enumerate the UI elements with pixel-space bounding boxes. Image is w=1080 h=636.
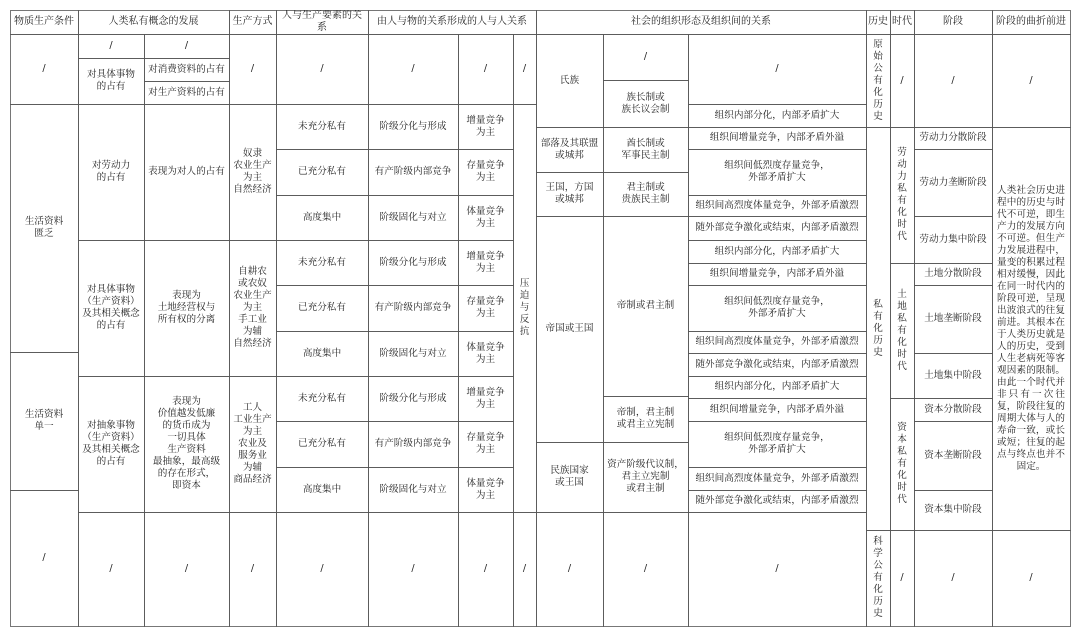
clan: 氏族 <box>559 74 580 86</box>
slash-cell: / <box>775 563 779 574</box>
slash-cell: / <box>483 563 488 574</box>
land-private-era: 土 地 私 有 化 时 代 <box>897 288 907 372</box>
slash-cell: / <box>567 563 572 574</box>
slash-cell: / <box>951 74 955 86</box>
header-private-concept: 人类私有概念的发展 <box>108 16 199 27</box>
slash-cell: / <box>900 74 904 86</box>
high-intensity-volume: 组织间高烈度体量竞争，外部矛盾激烈 <box>695 336 859 347</box>
stock-competition: 存量竞争 为主 <box>466 160 505 183</box>
propertied-internal-competition: 有产阶级内部竞争 <box>374 302 452 313</box>
slash-cell: / <box>900 572 904 583</box>
slash-cell: / <box>250 63 255 74</box>
internal-differentiation: 组织内部分化，内部矛盾扩大 <box>714 245 840 257</box>
production-means-possession: 对生产资料的占有 <box>148 86 225 98</box>
slash-cell: / <box>411 563 415 574</box>
labor-private-era: 劳 动 力 私 有 化 时 代 <box>897 147 907 242</box>
money-capital: 表现为 价值越发低廉 的货币成为 一切具体 生产资料 最抽象，最高级 的存在形式， 即资本 <box>152 396 221 491</box>
concrete-possession: 对具体事物 的占有 <box>87 69 135 92</box>
slash-cell: / <box>775 63 779 74</box>
header-people-relations: 由人与物的关系形成的人与人关系 <box>377 16 527 27</box>
concrete-means-possession: 对具体事物 （生产资料） 及其相关概念 的占有 <box>82 284 140 331</box>
header-social-organization: 社会的组织形态及组织间的关系 <box>631 16 771 27</box>
low-intensity-stock: 组织间低烈度存量竞争， 外部矛盾扩大 <box>724 160 830 183</box>
header-production-mode: 生产方式 <box>232 16 273 27</box>
nation-state: 民族国家 或王国 <box>550 465 589 488</box>
class-differentiation: 阶级分化与形成 <box>379 120 447 132</box>
primitive-public-history: 原 始 公 有 化 历 史 <box>873 38 883 122</box>
slave-economy: 奴隶 农业生产 为主 自然经济 <box>233 148 272 195</box>
labor-possession: 对劳动力 的占有 <box>91 160 131 183</box>
monarchy-system: 君主制或 贵族民主制 <box>621 182 670 205</box>
increment-competition: 增量竞争 为主 <box>466 386 505 410</box>
slash-cell: / <box>109 563 113 574</box>
stage-capital-concentrate: 资本集中阶段 <box>924 504 982 515</box>
increment-competition: 增量竞争 为主 <box>466 250 505 274</box>
external-end: 随外部竞争激化或结束，内部矛盾激烈 <box>695 495 859 506</box>
kingdom-or-city-state: 王国，方国 或城邦 <box>545 182 594 205</box>
slash-cell: / <box>250 563 255 574</box>
slash-cell: / <box>184 40 189 51</box>
stage-progress-summary: 人类社会历史进程中的历史与时代不可逆，即生产力的发展方向不可逆。但生产力发展进程中，量变的积累过程相对缓慢，因此在同一时代内的阶段可逆，呈现出波浪式的往复前进。其根本在于人类历史就是人的历史，受到人生老病死等客观因素的限制。由此一个时代并非只有一次往复，阶段往复的周期大体与人的寿命一致，或长或短；往复的起点与终点也并不固定。 <box>997 184 1065 472</box>
stage-capital-monopoly: 资本垄断阶段 <box>924 449 982 461</box>
tribe-or-city-state: 部落及其联盟 或城邦 <box>540 137 599 161</box>
increment-war: 组织间增量竞争，内部矛盾外溢 <box>709 403 845 415</box>
slash-cell: / <box>42 552 46 563</box>
volume-competition: 体量竞争 为主 <box>466 477 505 501</box>
private-history: 私 有 化 历 史 <box>873 298 883 358</box>
bourgeois-system: 资产阶级代议制， 君主立宪制 或君主制 <box>607 459 684 494</box>
class-solidification: 阶级固化与对立 <box>379 347 447 359</box>
header-people-factor-relation: 人与生产要素的关系 <box>282 10 362 33</box>
header-history: 历史 <box>868 16 888 27</box>
stage-land-monopoly: 土地垄断阶段 <box>924 313 982 324</box>
slash-cell: / <box>411 63 415 74</box>
increment-war: 组织间增量竞争，内部矛盾外溢 <box>709 268 845 279</box>
worker-economy: 工人 工业生产 为主 农业及 服务业 为辅 商品经济 <box>233 402 272 485</box>
scarce-living-means: 生活资料 匮乏 <box>24 216 64 239</box>
propertied-internal-competition: 有产阶级内部竞争 <box>374 438 452 449</box>
oppression-resistance: 压迫 与反 抗 <box>519 278 530 337</box>
consumer-goods-possession: 对消费资料的占有 <box>148 63 225 75</box>
scientific-public-history: 科 学 公 有 化 历 史 <box>873 536 883 619</box>
header-material-conditions: 物质生产条件 <box>14 16 74 27</box>
class-differentiation: 阶级分化与形成 <box>379 256 447 268</box>
propertied-internal-competition: 有产阶级内部竞争 <box>374 166 452 177</box>
slash-cell: / <box>320 63 324 74</box>
stage-land-scatter: 土地分散阶段 <box>924 268 982 279</box>
insufficient-private: 未充分私有 <box>298 120 346 132</box>
external-end: 随外部竞争激化或结束，内部矛盾激烈 <box>695 358 859 370</box>
slash-cell: / <box>483 63 488 74</box>
empire-or-kingdom: 帝国或王国 <box>545 323 594 334</box>
stage-capital-scatter: 资本分散阶段 <box>924 403 982 415</box>
highly-concentrated: 高度集中 <box>302 347 342 359</box>
slash-cell: / <box>109 40 113 51</box>
farmer-economy: 自耕农 或农奴 农业生产 为主 手工业 为辅 自然经济 <box>233 266 272 349</box>
stage-labor-monopoly: 劳动力垄断阶段 <box>919 176 987 188</box>
increment-competition: 增量竞争 为主 <box>466 114 505 138</box>
stock-competition: 存量竞争 为主 <box>466 296 505 319</box>
chieftain-system: 酋长制或 军事民主制 <box>621 137 670 161</box>
stage-labor-scatter: 劳动力分散阶段 <box>919 132 987 143</box>
class-differentiation: 阶级分化与形成 <box>379 392 447 404</box>
increment-war: 组织间增量竞争，内部矛盾外溢 <box>709 132 845 143</box>
external-end: 随外部竞争激化或结束，内部矛盾激烈 <box>695 222 859 233</box>
stage-land-concentrate: 土地集中阶段 <box>924 369 982 381</box>
low-intensity-stock: 组织间低烈度存量竞争， 外部矛盾扩大 <box>724 296 830 319</box>
internal-differentiation: 组织内部分化，内部矛盾扩大 <box>714 109 840 121</box>
capital-private-era: 资 本 私 有 化 时 代 <box>897 422 907 505</box>
slash-cell: / <box>1029 572 1033 583</box>
abstract-possession: 对抽象事物 （生产资料） 及其相关概念 的占有 <box>82 420 140 467</box>
constitutional-system: 帝制，君主制 或君主立宪制 <box>616 407 675 430</box>
slash-cell: / <box>184 563 189 574</box>
low-intensity-stock: 组织间低烈度存量竞争， 外部矛盾扩大 <box>724 432 830 455</box>
slash-cell: / <box>522 563 527 574</box>
high-intensity-volume: 组织间高烈度体量竞争，外部矛盾激烈 <box>695 472 859 484</box>
slash-cell: / <box>951 572 955 583</box>
insufficient-private: 未充分私有 <box>298 392 346 404</box>
sufficient-private: 已充分私有 <box>298 438 346 449</box>
volume-competition: 体量竞争 为主 <box>466 205 505 229</box>
header-stage-progress: 阶段的曲折前进 <box>996 16 1066 27</box>
slash-cell: / <box>522 63 527 74</box>
imperial-system: 帝制或君主制 <box>616 300 675 311</box>
stage-labor-concentrate: 劳动力集中阶段 <box>919 233 987 245</box>
insufficient-private: 未充分私有 <box>298 256 346 268</box>
volume-competition: 体量竞争 为主 <box>466 341 505 365</box>
slash-cell: / <box>643 563 648 574</box>
class-solidification: 阶级固化与对立 <box>379 211 447 223</box>
highly-concentrated: 高度集中 <box>302 211 342 223</box>
sufficient-private: 已充分私有 <box>298 166 346 177</box>
stock-competition: 存量竞争 为主 <box>466 432 505 455</box>
highly-concentrated: 高度集中 <box>302 483 342 495</box>
land-separation: 表现为 土地经营权与 所有权的分离 <box>157 290 216 325</box>
clan-council: 族长制或 族长议会制 <box>621 91 670 115</box>
header-era: 时代 <box>892 16 912 27</box>
slash-cell: / <box>320 563 324 574</box>
person-possession: 表现为对人的占有 <box>148 166 225 177</box>
slash-cell: / <box>643 51 648 62</box>
single-living-means: 生活资料 单一 <box>24 409 64 432</box>
slash-cell: / <box>1029 74 1033 86</box>
class-solidification: 阶级固化与对立 <box>379 483 447 495</box>
slash-cell: / <box>42 63 46 74</box>
internal-differentiation: 组织内部分化，内部矛盾扩大 <box>714 381 840 392</box>
high-intensity-volume: 组织间高烈度体量竞争，外部矛盾激烈 <box>695 199 859 211</box>
sufficient-private: 已充分私有 <box>298 302 346 313</box>
header-stage: 阶段 <box>943 16 963 27</box>
